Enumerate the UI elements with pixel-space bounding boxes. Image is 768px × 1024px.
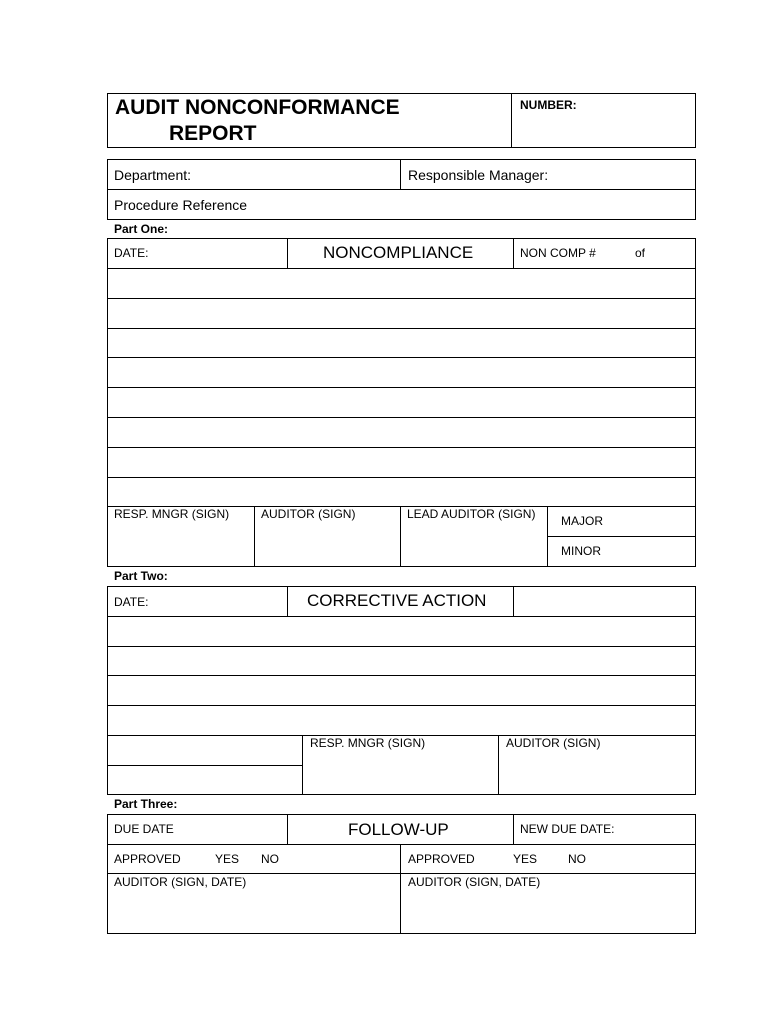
approved-left-label: APPROVED [114, 852, 181, 866]
p3-line [107, 873, 696, 874]
non-comp-number-label: NON COMP # [520, 246, 596, 260]
p1-col-divider-a [287, 238, 288, 268]
lead-auditor-sign-label: LEAD AUDITOR (SIGN) [407, 507, 536, 521]
number-label: NUMBER: [520, 98, 577, 112]
p1-date-field[interactable] [155, 239, 286, 267]
due-date-label: DUE DATE [114, 822, 174, 836]
p2-auditor-sign-label: AUDITOR (SIGN) [506, 736, 601, 750]
number-field[interactable] [512, 114, 694, 147]
part-three-label: Part Three: [114, 797, 178, 811]
major-option[interactable]: MAJOR [561, 514, 603, 528]
minor-option[interactable]: MINOR [561, 544, 601, 558]
p2-header-field[interactable] [514, 587, 695, 615]
approved-right-no[interactable]: NO [568, 852, 586, 866]
corrective-action-description-field[interactable] [108, 617, 695, 735]
approved-left-no[interactable]: NO [261, 852, 279, 866]
follow-up-heading: FOLLOW-UP [348, 820, 449, 839]
p1-major-minor-divider [547, 536, 696, 537]
auditor-sign-date-right-field[interactable] [401, 890, 695, 933]
department-label: Department: [114, 167, 192, 183]
procedure-reference-field[interactable] [260, 190, 694, 219]
approved-right-yes[interactable]: YES [513, 852, 538, 866]
noncompliance-heading: NONCOMPLIANCE [323, 243, 474, 262]
responsible-manager-label: Responsible Manager: [408, 167, 549, 183]
report-title-line2: REPORT [169, 122, 257, 145]
report-title-line1: AUDIT NONCONFORMANCE [115, 96, 400, 119]
approved-right-label: APPROVED [408, 852, 475, 866]
auditor-sign-date-left-field[interactable] [108, 890, 399, 933]
auditor-sign-date-left-label: AUDITOR (SIGN, DATE) [114, 875, 247, 889]
due-date-field[interactable] [180, 815, 286, 843]
p1-col-divider-b [513, 238, 514, 268]
p3-line [107, 844, 696, 845]
info-col-divider [400, 159, 401, 190]
p3-col-divider-b [513, 814, 514, 844]
p2-date-field[interactable] [155, 587, 286, 615]
procedure-reference-label: Procedure Reference [114, 197, 248, 213]
non-comp-of-label: of [635, 246, 646, 260]
new-due-date-label: NEW DUE DATE: [520, 822, 615, 836]
p3-col-divider-a [287, 814, 288, 844]
p1-date-label: DATE: [114, 246, 149, 260]
department-field[interactable] [200, 160, 399, 189]
p1-sign-divider [254, 506, 255, 567]
noncompliance-description-field[interactable] [108, 269, 695, 506]
new-due-date-field[interactable] [622, 815, 695, 843]
p2-left-split [107, 765, 302, 766]
p1-sign-divider [400, 506, 401, 567]
part-one-label: Part One: [114, 222, 169, 236]
p2-date-label: DATE: [114, 595, 149, 609]
p2-sign-divider [498, 735, 499, 795]
p2-col-divider-a [287, 586, 288, 616]
responsible-manager-field[interactable] [560, 160, 694, 189]
approved-left-yes[interactable]: YES [215, 852, 240, 866]
p1-resp-mngr-sign-label: RESP. MNGR (SIGN) [114, 507, 230, 521]
p1-auditor-sign-label: AUDITOR (SIGN) [261, 507, 356, 521]
auditor-sign-date-right-label: AUDITOR (SIGN, DATE) [408, 875, 541, 889]
p2-resp-mngr-sign-label: RESP. MNGR (SIGN) [310, 736, 426, 750]
corrective-action-heading: CORRECTIVE ACTION [307, 591, 487, 610]
p2-sign-divider [302, 735, 303, 795]
part-two-label: Part Two: [114, 569, 168, 583]
